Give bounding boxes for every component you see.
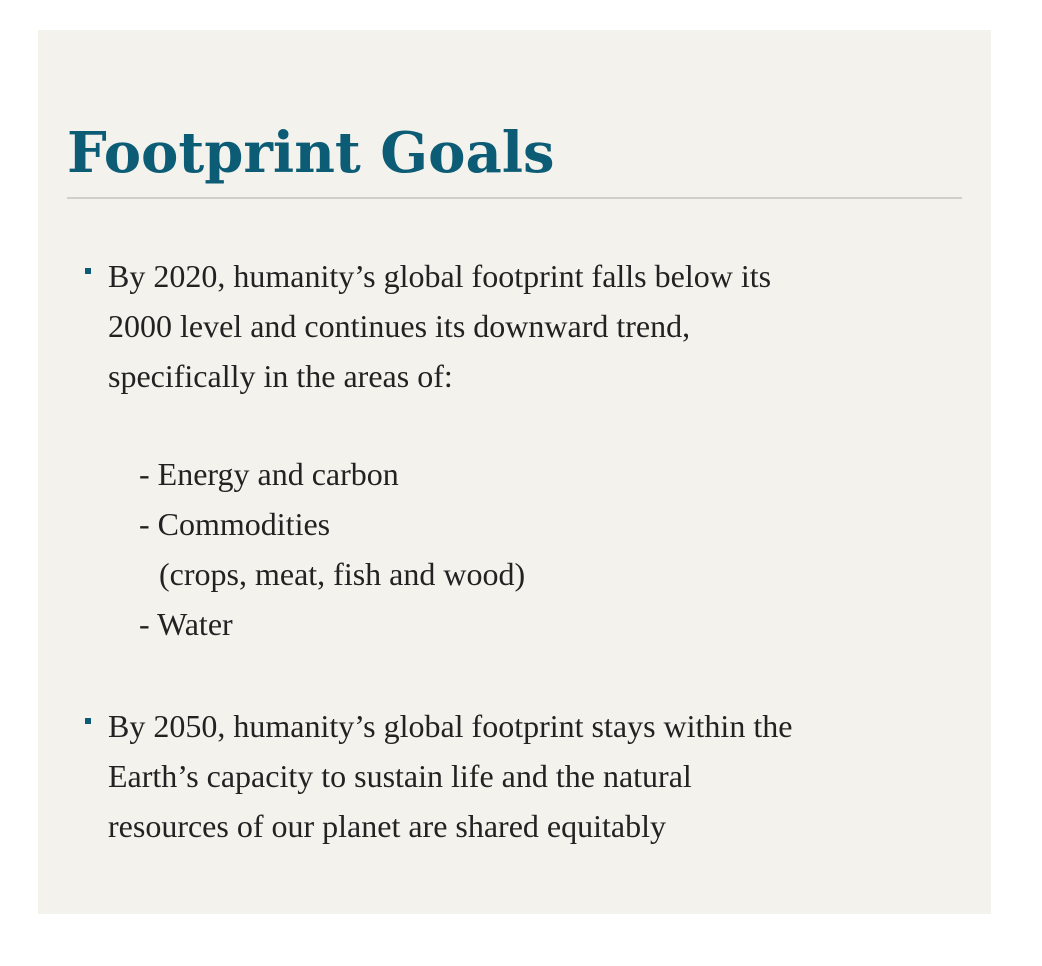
area-item-water: - Water xyxy=(139,606,233,642)
bullet-text-line: Earth’s capacity to sustain life and the natural xyxy=(108,758,692,794)
bullet-item-2020 xyxy=(108,251,771,401)
bullet-text-line: resources of our planet are shared equitably xyxy=(108,808,666,844)
bullet-text-line: 2000 level and continues its downward trend, xyxy=(108,308,691,344)
areas-list xyxy=(139,449,525,649)
page-title: Footprint Goals xyxy=(67,120,555,186)
bullet-text-line: By 2050, humanity’s global footprint stays within the xyxy=(108,708,793,744)
square-bullet-icon xyxy=(85,268,91,274)
area-item-energy: - Energy and carbon xyxy=(139,456,399,492)
goals-card xyxy=(38,30,991,914)
title-divider xyxy=(67,197,962,199)
square-bullet-icon xyxy=(85,718,91,724)
area-item-commodities-detail: (crops, meat, fish and wood) xyxy=(159,556,526,592)
area-item-commodities: - Commodities xyxy=(139,506,331,542)
bullet-item-2050 xyxy=(108,701,792,851)
bullet-text-line: By 2020, humanity’s global footprint falls below its xyxy=(108,258,772,294)
bullet-text-line: specifically in the areas of: xyxy=(108,358,453,394)
